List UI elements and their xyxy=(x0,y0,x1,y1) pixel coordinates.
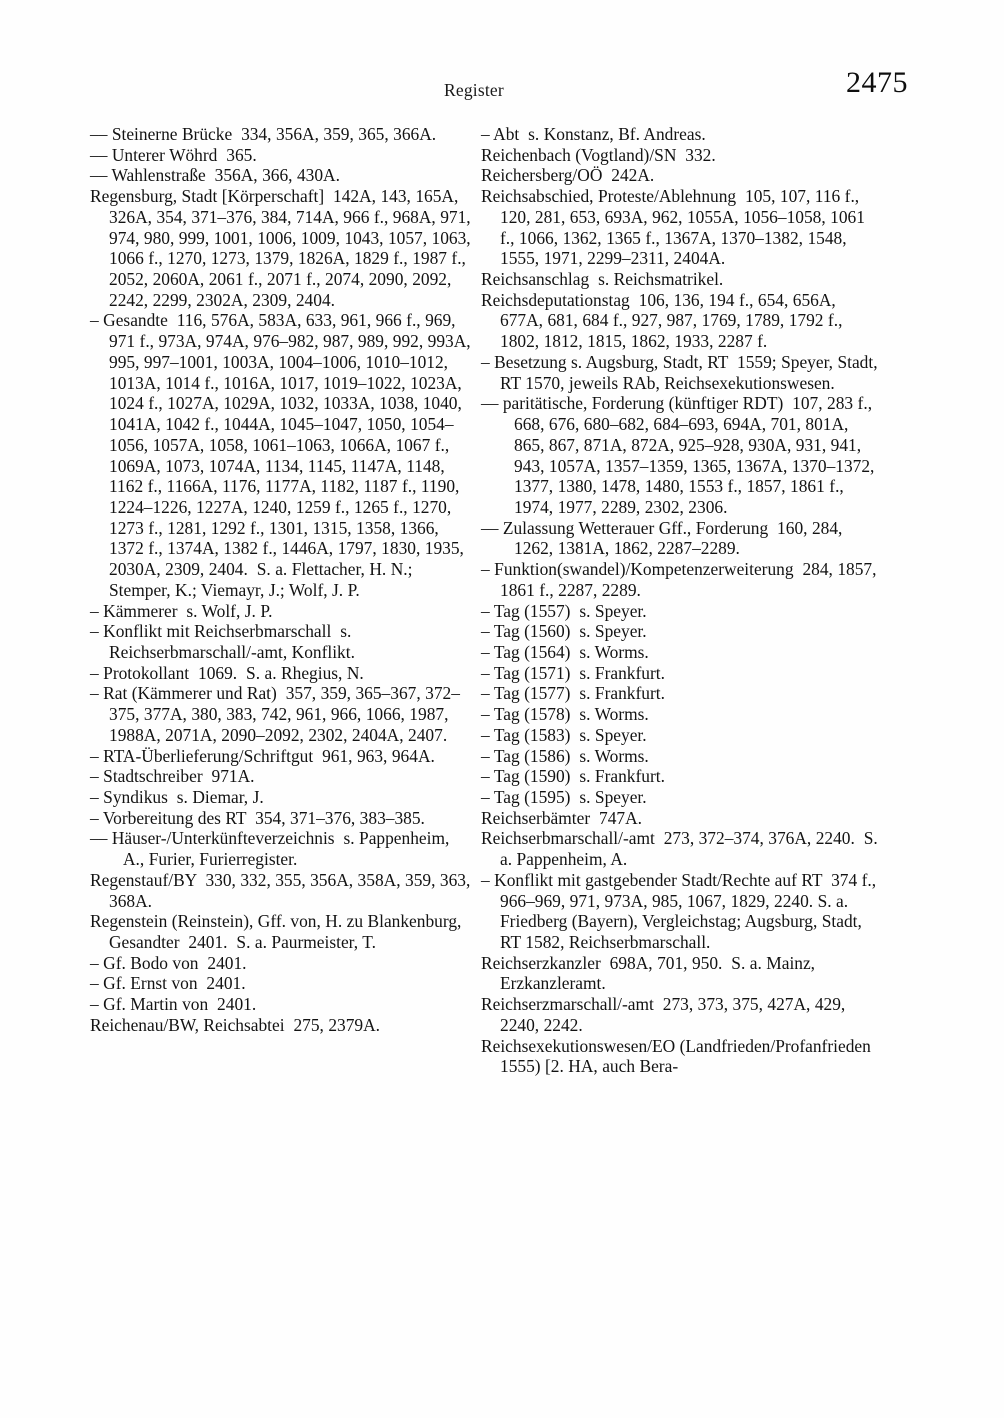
index-entry: – Protokollant 1069. S. a. Rhegius, N. xyxy=(90,662,364,683)
index-entry: Reichserzkanzler 698A, 701, 950. S. a. Mainz, Erzkanzleramt. xyxy=(481,952,820,994)
index-entry: Reichsanschlag s. Reichsmatrikel. xyxy=(481,269,724,290)
index-entry: – Tag (1571) s. Frankfurt. xyxy=(481,662,665,683)
index-entry: Reichserbmarschall/-amt 273, 372–374, 376A, 2240. S. a. Pappenheim, A. xyxy=(481,828,883,870)
index-entry: –– paritätische, Forderung (künftiger RDT) 107, 283 f., 668, 676, 680–682, 684–693, 694A, 701, 801A, 865, 867, 871A, 872A, 925–928, 930A, 931, 941, 943, 1057A, 1357–1359, 1365, 1367A, 1370–1372, 1377, 1380, 1478, 1480, 1553 f., 1857, 1861 f., 1974, 1977, 2289, 2302, 2306. xyxy=(481,393,879,517)
index-entry: – Tag (1578) s. Worms. xyxy=(481,704,649,725)
index-entry: – Konflikt mit gastgebender Stadt/Rechte auf RT 374 f., 966–969, 971, 973A, 985, 1067, 1829, 2240. S. a. Friedberg (Bayern), Vergleichstag; Augsburg, Stadt, RT 1582, Reichserbmarschall. xyxy=(481,869,881,953)
index-column-right xyxy=(481,124,881,1077)
index-entry: Reichsabschied, Proteste/Ablehnung 105, 107, 116 f., 120, 281, 653, 693A, 962, 1055A, 1056–1058, 1061 f., 1066, 1362, 1365 f., 1367A, 1370–1382, 1548, 1555, 1971, 2299–2311, 2404A. xyxy=(481,186,870,269)
index-entry: – Gf. Ernst von 2401. xyxy=(90,973,246,994)
index-entry: –– Wahlenstraße 356A, 366, 430A. xyxy=(90,165,340,186)
index-entry: – Gesandte 116, 576A, 583A, 633, 961, 966 f., 969, 971 f., 973A, 974A, 976–982, 987, 989, 992, 993A, 995, 997–1001, 1003A, 1004–1006, 1010–1012, 1013A, 1014 f., 1016A, 1017, 1019–1022, 1023A, 1024 f., 1027A, 1029A, 1032, 1033A, 1038, 1040, 1041A, 1042 f., 1044A, 1045–1047, 1050, 1054–1056, 1057A, 1058, 1061–1063, 1066A, 1067 f., 1069A, 1073, 1074A, 1134, 1145, 1147A, 1148, 1162 f., 1166A, 1176, 1177A, 1182, 1187 f., 1190, 1224–1226, 1227A, 1240, 1259 f., 1265 f., 1270, 1273 f., 1281, 1292 f., 1301, 1315, 1358, 1366, 1372 f., 1374A, 1382 f., 1446A, 1797, 1830, 1935, 2030A, 2309, 2404. S. a. Flettacher, H. N.; Stemper, K.; Viemayr, J.; Wolf, J. P. xyxy=(90,310,476,600)
index-entry: – Tag (1586) s. Worms. xyxy=(481,745,649,766)
index-entry: Reichenbach (Vogtland)/SN 332. xyxy=(481,144,716,165)
running-head xyxy=(96,66,908,108)
index-entry: – Syndikus s. Diemar, J. xyxy=(90,787,264,807)
index-entry: – Tag (1557) s. Speyer. xyxy=(481,600,647,621)
index-entry: – Tag (1583) s. Speyer. xyxy=(481,724,647,745)
index-entry: Reichserbämter 747A. xyxy=(481,807,643,828)
index-entry: – Tag (1560) s. Speyer. xyxy=(481,621,647,642)
index-entry: Reichsdeputationstag 106, 136, 194 f., 654, 656A, 677A, 681, 684 f., 927, 987, 1769, 1789, 1792 f., 1802, 1812, 1815, 1862, 1933, 2287 f. xyxy=(481,289,847,352)
index-entry: – Tag (1577) s. Frankfurt. xyxy=(481,683,665,704)
index-entry: – Konflikt mit Reichserbmarschall s. Reichserbmarschall/-amt, Konflikt. xyxy=(90,621,356,662)
index-entry: –– Steinerne Brücke 334, 356A, 359, 365, 366A. xyxy=(90,124,437,144)
index-entry: – Tag (1564) s. Worms. xyxy=(481,641,649,662)
index-entry: – Gf. Bodo von 2401. xyxy=(90,952,247,973)
index-entry: – RTA-Überlieferung/Schriftgut 961, 963, 964A. xyxy=(90,745,435,766)
index-entry: – Stadtschreiber 971A. xyxy=(90,766,255,787)
index-entry: – Rat (Kämmerer und Rat) 357, 359, 365–367, 372–375, 377A, 380, 383, 742, 961, 966, 1066, 1987, 1988A, 2071A, 2090–2092, 2302, 2404A, 2407. xyxy=(90,683,460,745)
index-entry: – Vorbereitung des RT 354, 371–376, 383–385. xyxy=(90,807,425,828)
running-head-title: Register xyxy=(444,80,504,100)
index-entry: – Besetzung s. Augsburg, Stadt, RT 1559; Speyer, Stadt, RT 1570, jeweils RAb, Reichsexekutionswesen. xyxy=(481,351,883,393)
index-entry: – Funktion(swandel)/Kompetenzerweiterung 284, 1857, 1861 f., 2287, 2289. xyxy=(481,559,881,600)
index-entry: Reichsexekutionswesen/EO (Landfrieden/Profanfrieden 1555) [2. HA, auch Bera- xyxy=(481,1035,876,1077)
index-column-left xyxy=(90,124,476,1077)
index-entry: – Kämmerer s. Wolf, J. P. xyxy=(90,600,273,621)
index-entry: Regenstauf/BY 330, 332, 355, 356A, 358A, 359, 363, 368A. xyxy=(90,869,475,911)
index-entry: Regensburg, Stadt [Körperschaft] 142A, 143, 165A, 326A, 354, 371–376, 384, 714A, 966 f., 968A, 971, 974, 980, 999, 1001, 1006, 1009, 1043, 1057, 1063, 1066 f., 1270, 1273, 1379, 1826A, 1829 f., 1987 f., 2052, 2060A, 2061 f., 2071 f., 2074, 2090, 2092, 2242, 2299, 2302A, 2309, 2404. xyxy=(90,186,476,310)
page-number: 2475 xyxy=(846,66,908,99)
index-entry: – Tag (1595) s. Speyer. xyxy=(481,787,647,807)
index-entry: Reichenau/BW, Reichsabtei 275, 2379A. xyxy=(90,1014,381,1035)
index-entry: – Gf. Martin von 2401. xyxy=(90,994,257,1015)
index-entry: Reichserzmarschall/-amt 273, 373, 375, 427A, 429, 2240, 2242. xyxy=(481,994,850,1035)
index-entry: –– Häuser-/Unterkünfteverzeichnis s. Pappenheim, A., Furier, Furierregister. xyxy=(90,828,453,870)
index-entry: Reichersberg/OÖ 242A. xyxy=(481,165,655,186)
index-entry: – Abt s. Konstanz, Bf. Andreas. xyxy=(481,124,706,144)
index-entry: –– Unterer Wöhrd 365. xyxy=(90,144,257,165)
index-entry: – Tag (1590) s. Frankfurt. xyxy=(481,766,665,787)
index-entry: Regenstein (Reinstein), Gff. von, H. zu Blankenburg, Gesandter 2401. S. a. Paurmeister, T. xyxy=(90,911,466,953)
index-columns xyxy=(0,124,1004,1077)
index-entry: –– Zulassung Wetterauer Gff., Forderung 160, 284, 1262, 1381A, 1862, 2287–2289. xyxy=(481,517,847,559)
